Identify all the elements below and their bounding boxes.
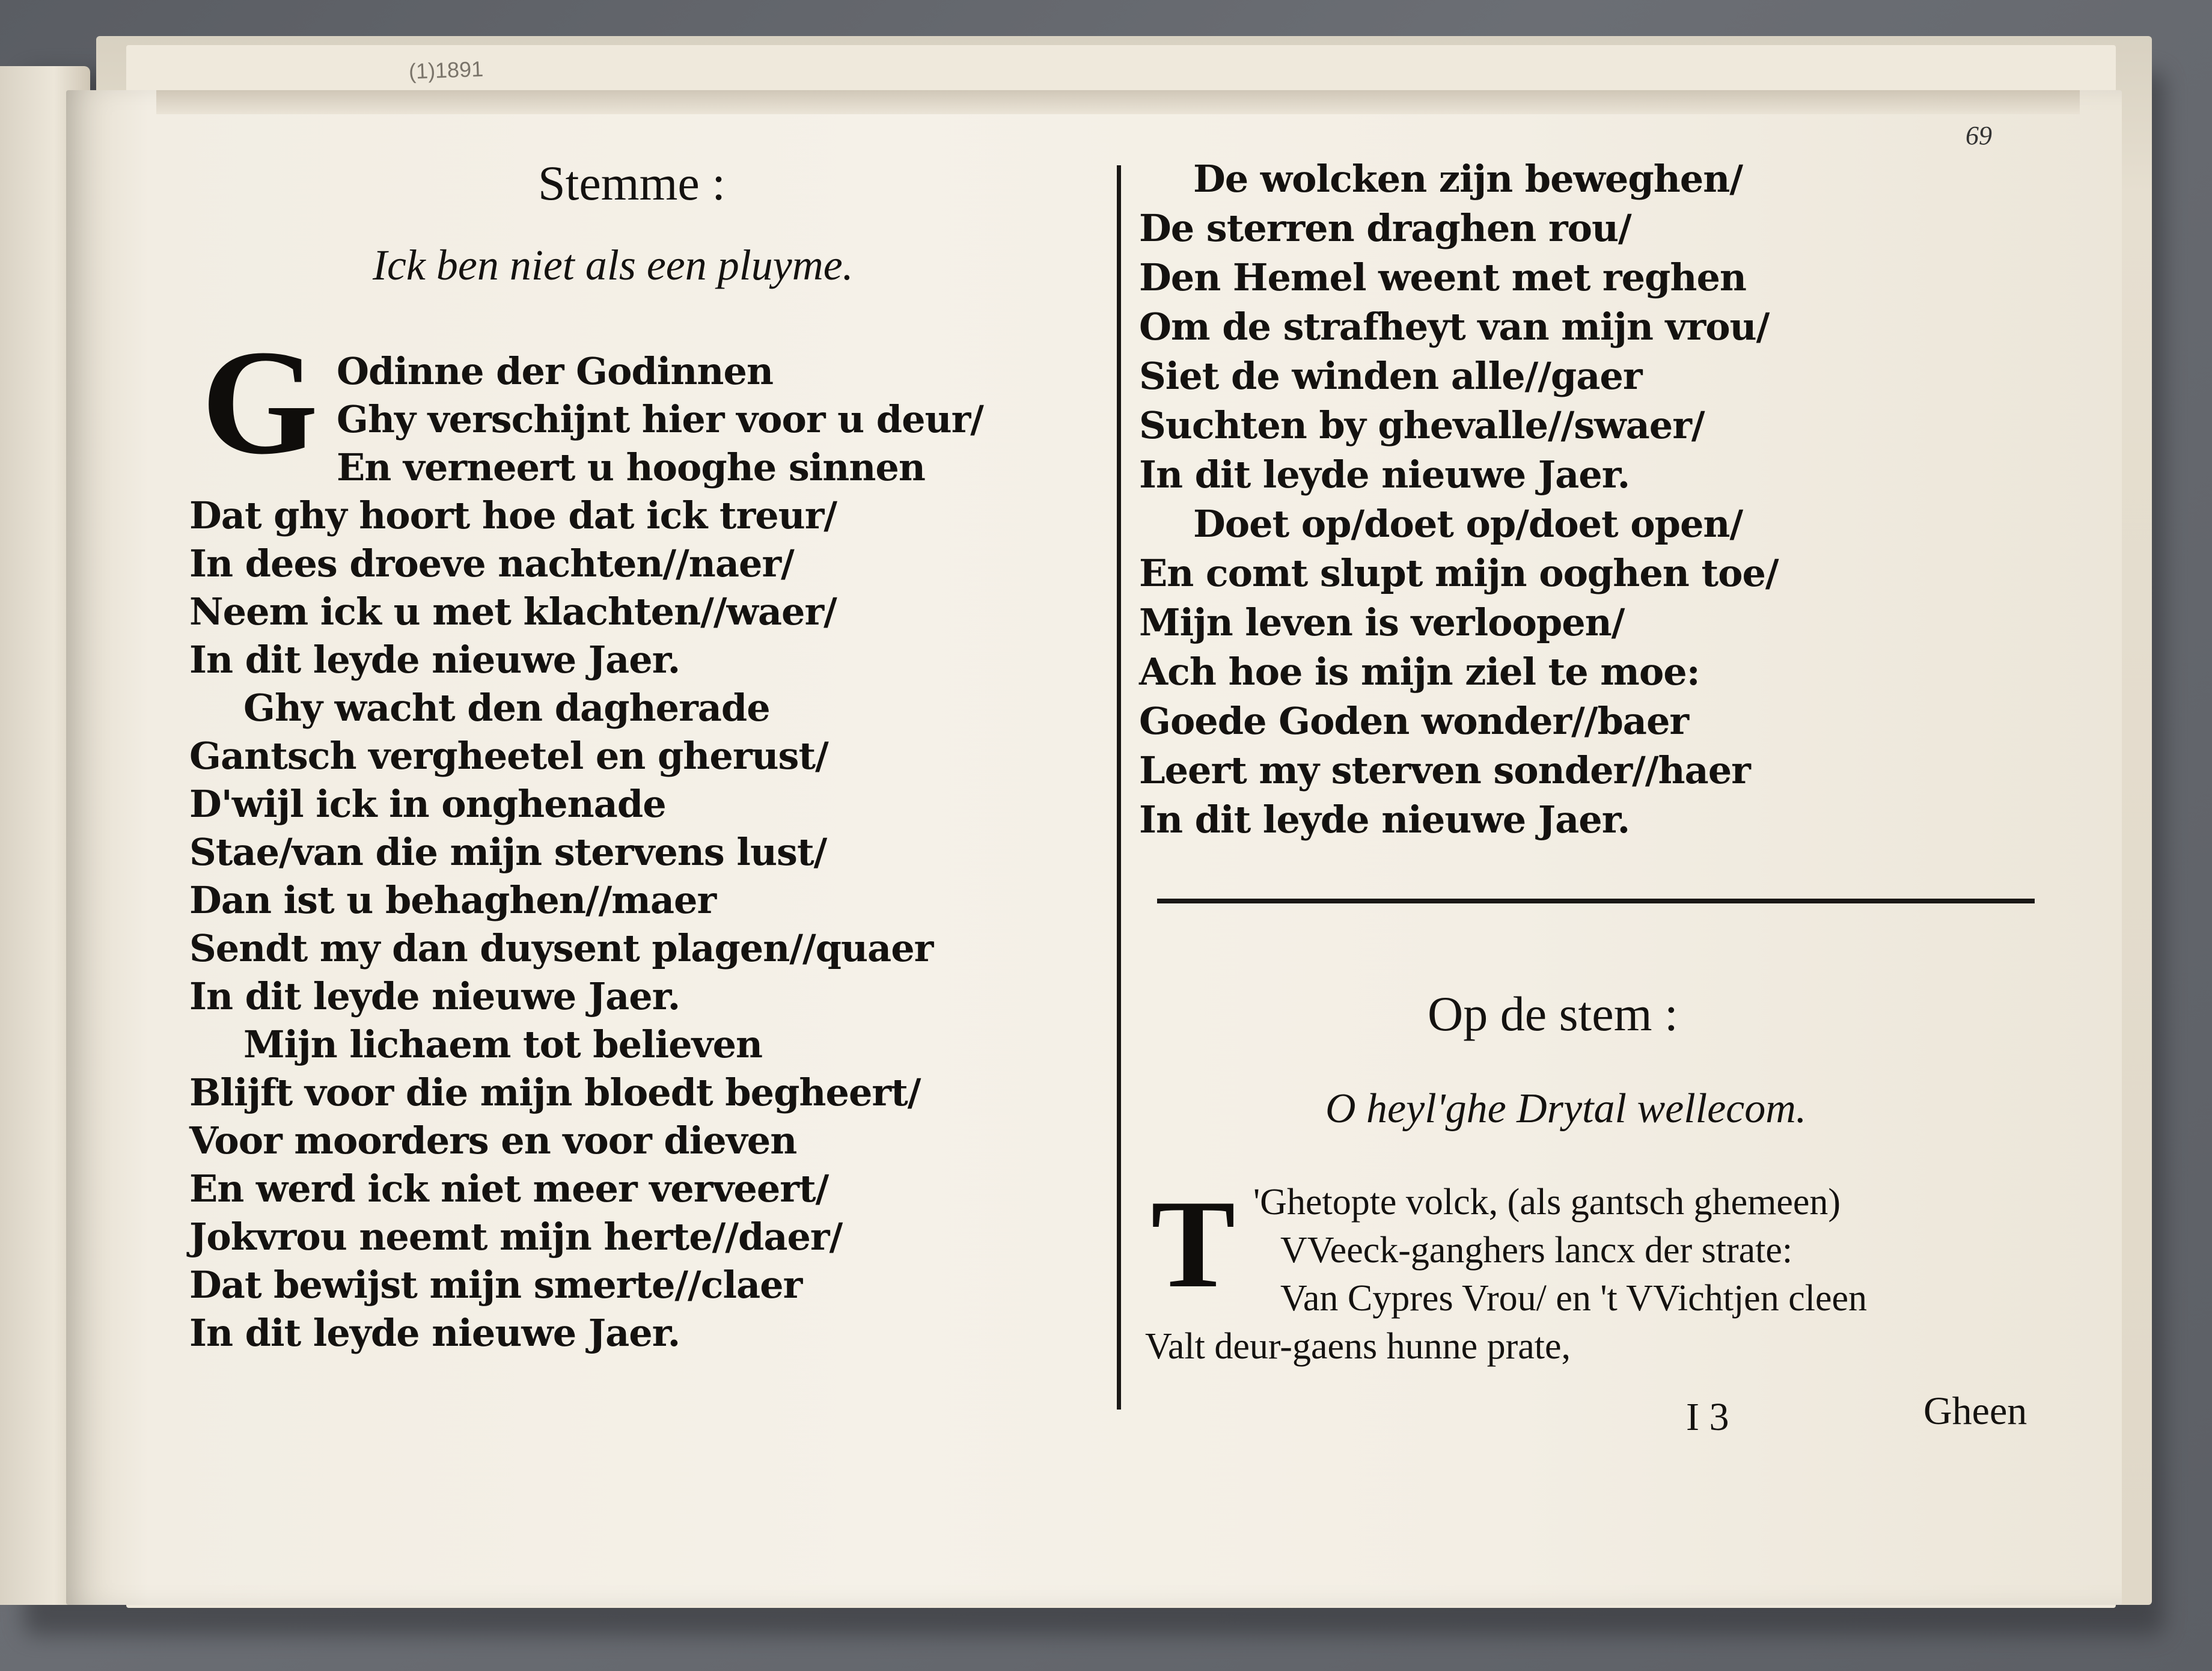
page-number: 69 — [1966, 121, 1992, 150]
poem-line: Ach hoe is mijn ziel te moe: — [1139, 650, 1700, 694]
poem-line: In dit leyde nieuwe Jaer. — [1139, 453, 1630, 496]
poem-line: Dan ist u behaghen//maer — [189, 878, 716, 922]
poem-line: In dit leyde nieuwe Jaer. — [189, 974, 680, 1018]
right-heading: Op de stem : — [1428, 986, 1678, 1041]
poem-line: Jokvrou neemt mijn herte//daer/ — [189, 1215, 843, 1259]
poem-line: Suchten by ghevalle//swaer/ — [1139, 403, 1705, 447]
poem-line: In dees droeve nachten//naer/ — [189, 542, 794, 585]
poem-line: D'wijl ick in onghenade — [189, 782, 666, 826]
poem-line: Den Hemel weent met reghen — [1139, 255, 1746, 299]
signature-mark: I 3 — [1686, 1395, 1729, 1439]
poem-line: Ghy verschijnt hier voor u deur/ — [337, 397, 983, 441]
poem-line: Siet de winden alle//gaer — [1139, 354, 1642, 398]
column-divider — [1117, 165, 1121, 1410]
library-mark: (1)1891 — [408, 56, 484, 84]
second-poem — [1145, 1175, 1867, 1373]
poem-line: Gantsch vergheetel en gherust/ — [189, 734, 828, 778]
torn-top-edge — [156, 90, 2080, 114]
poem-line: Valt deur-gaens hunne prate, — [1145, 1326, 1571, 1367]
drop-cap-g: G — [201, 319, 319, 486]
poem-line: Dat bewijst mijn smerte//claer — [189, 1263, 802, 1307]
right-poem — [1139, 155, 1779, 845]
poem-line: 'Ghetopte volck, (als gantsch ghemeen) — [1253, 1182, 1841, 1223]
poem-line: Mijn lichaem tot believen — [243, 1022, 763, 1066]
poem-line: Blijft voor die mijn bloedt begheert/ — [189, 1071, 921, 1114]
poem-line: Odinne der Godinnen — [337, 349, 774, 393]
poem-line: Mijn leven is verloopen/ — [1139, 600, 1625, 644]
poem-line: Doet op/doet op/doet open/ — [1193, 502, 1743, 546]
poem-line: Ghy wacht den dagherade — [243, 686, 770, 730]
poem-line: Voor moorders en voor dieven — [189, 1119, 797, 1162]
left-subheading: Ick ben niet als een pluyme. — [373, 241, 854, 289]
poem-line: Neem ick u met klachten//waer/ — [189, 590, 837, 634]
poem-line: In dit leyde nieuwe Jaer. — [189, 1311, 680, 1355]
poem-line: Dat ghy hoort hoe dat ick treur/ — [189, 493, 837, 537]
poem-line: Goede Goden wonder//baer — [1139, 699, 1689, 743]
poem-line: In dit leyde nieuwe Jaer. — [189, 638, 680, 682]
poem-line: De sterren draghen rou/ — [1139, 206, 1631, 250]
left-heading: Stemme : — [538, 156, 726, 210]
poem-line: Leert my sterven sonder//haer — [1139, 748, 1750, 792]
poem-line: En werd ick niet meer verveert/ — [189, 1167, 829, 1211]
poem-line: In dit leyde nieuwe Jaer. — [1139, 798, 1630, 842]
catchword: Gheen — [1923, 1389, 2027, 1433]
poem-line: Om de strafheyt van mijn vrou/ — [1139, 305, 1770, 349]
section-divider — [1157, 899, 2035, 903]
drop-cap-t: T — [1151, 1175, 1236, 1314]
poem-line: Stae/van die mijn stervens lust/ — [189, 830, 827, 874]
right-subheading: O heyl'ghe Drytal wellecom. — [1325, 1086, 1807, 1132]
poem-line: Van Cypres Vrou/ en 't VVichtjen cleen — [1280, 1278, 1867, 1319]
left-poem — [189, 347, 983, 1357]
poem-line: En verneert u hooghe sinnen — [337, 445, 925, 489]
poem-line: De wolcken zijn beweghen/ — [1193, 157, 1743, 201]
poem-line: Sendt my dan duysent plagen//quaer — [189, 926, 933, 970]
poem-line: VVeeck-ganghers lancx der strate: — [1280, 1230, 1793, 1271]
poem-line: En comt slupt mijn ooghen toe/ — [1139, 551, 1779, 595]
